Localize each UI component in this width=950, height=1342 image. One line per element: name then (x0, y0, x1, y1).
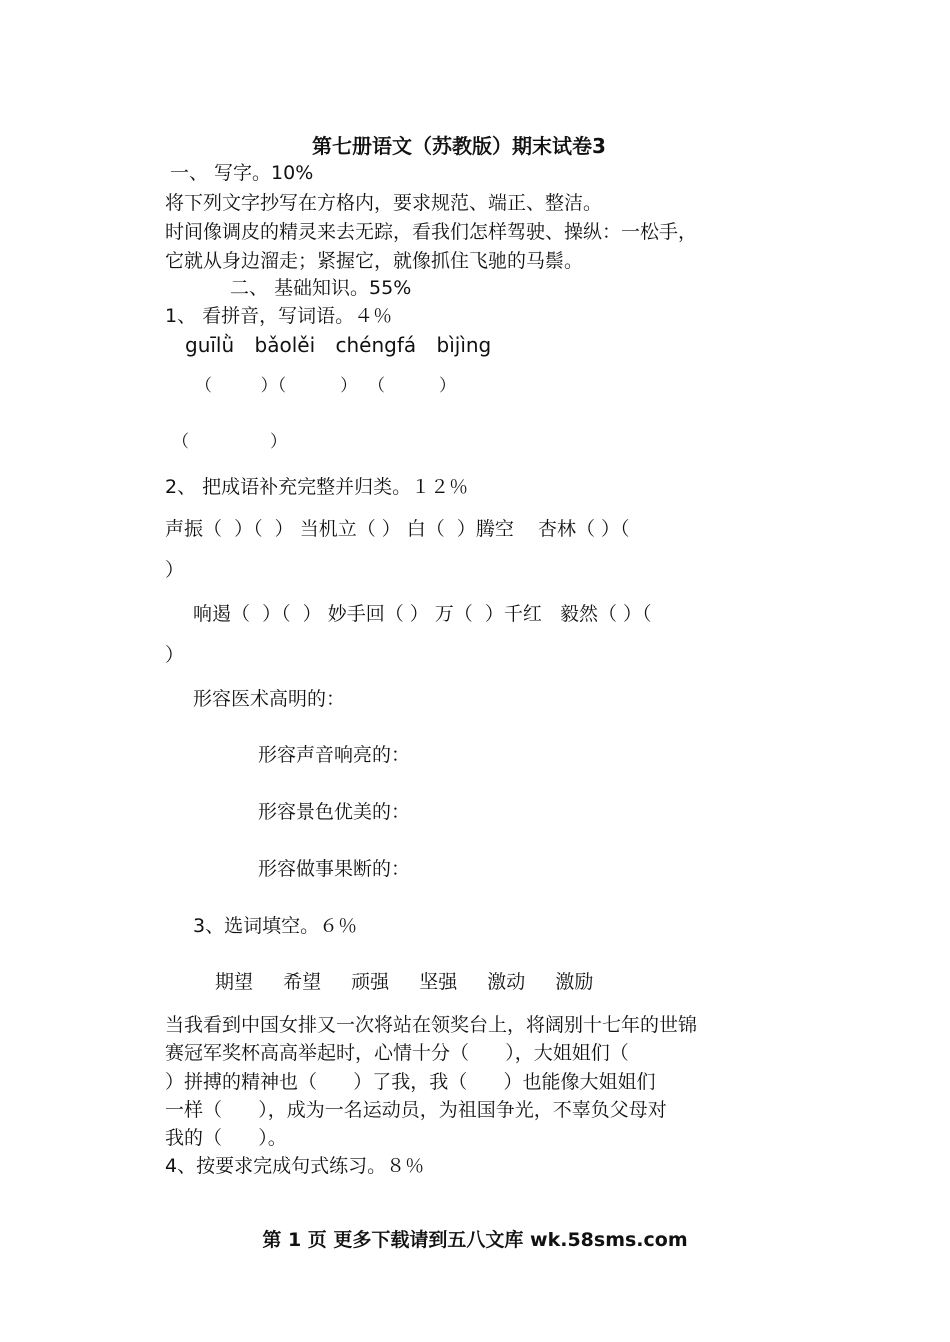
page-title: 第七册语文（苏教版）期末试卷3 (312, 134, 606, 158)
pinyin-word: guīlǜ (185, 333, 235, 357)
q3-word-bank (215, 973, 617, 992)
word-option: 顽强 (351, 971, 390, 993)
q1-pinyin-row (185, 335, 491, 355)
word-option: 希望 (283, 971, 322, 993)
q2-category-scenery: 形容景色优美的： (258, 801, 411, 823)
word-option: 激动 (487, 971, 526, 993)
q3-paragraph-line2: 赛冠军奖杯高高举起时，心情十分（ ），大姐姐们（ (165, 1042, 629, 1064)
page-footer: 第 1 页 更多下载请到五八文库 wk.58sms.com (262, 1229, 688, 1251)
q3-paragraph-line3: ）拼搏的精神也（ ）了我，我（ ）也能像大姐姐们 (165, 1071, 656, 1093)
section1-heading: 一、 写字。10% (170, 162, 314, 184)
q3-heading: 3、选词填空。６％ (193, 915, 358, 937)
q2-heading: 2、 把成语补充完整并归类。１２％ (165, 476, 469, 498)
pinyin-word: bǎolěi (254, 333, 316, 357)
q3-paragraph-line1: 当我看到中国女排又一次将站在领奖台上，将阔别十七年的世锦 (165, 1014, 698, 1036)
q1-heading: 1、 看拼音，写词语。４％ (165, 305, 393, 327)
section1-instruction: 将下列文字抄写在方格内，要求规范、端正、整洁。 (165, 192, 603, 214)
q3-paragraph-line5: 我的（ ）。 (165, 1127, 287, 1149)
word-option: 坚强 (419, 971, 458, 993)
q1-blanks-row1: （ ）（ ） （ ） (195, 376, 457, 396)
q2-row2-cont: ） (165, 644, 185, 666)
q2-category-medical: 形容医术高明的： (193, 688, 346, 710)
q2-category-decisive: 形容做事果断的： (258, 858, 411, 880)
q3-paragraph-line4: 一样（ ），成为一名运动员，为祖国争光，不辜负父母对 (165, 1099, 667, 1121)
section1-text-line2: 它就从身边溜走；紧握它，就像抓住飞驰的马鬃。 (165, 250, 584, 272)
q2-category-sound: 形容声音响亮的： (258, 744, 411, 766)
pinyin-word: bìjìng (436, 333, 492, 357)
q2-row1: 声振（ ）（ ） 当机立（ ） 白（ ）腾空 杏林（ ）（ (165, 518, 630, 540)
q1-blanks-row2: （ ） (172, 432, 288, 452)
pinyin-word: chéngfá (335, 333, 417, 357)
q4-heading: 4、按要求完成句式练习。８％ (165, 1155, 425, 1177)
q2-row2: 响遏（ ）（ ） 妙手回（ ） 万（ ）千红 毅然（ ）（ (193, 603, 652, 625)
q2-row1-cont: ） (165, 559, 185, 581)
section2-heading: 二、 基础知识。55% (230, 277, 412, 299)
word-option: 期望 (215, 971, 254, 993)
section1-text-line1: 时间像调皮的精灵来去无踪，看我们怎样驾驶、操纵：一松手， (165, 221, 698, 243)
word-option: 激励 (555, 971, 594, 993)
